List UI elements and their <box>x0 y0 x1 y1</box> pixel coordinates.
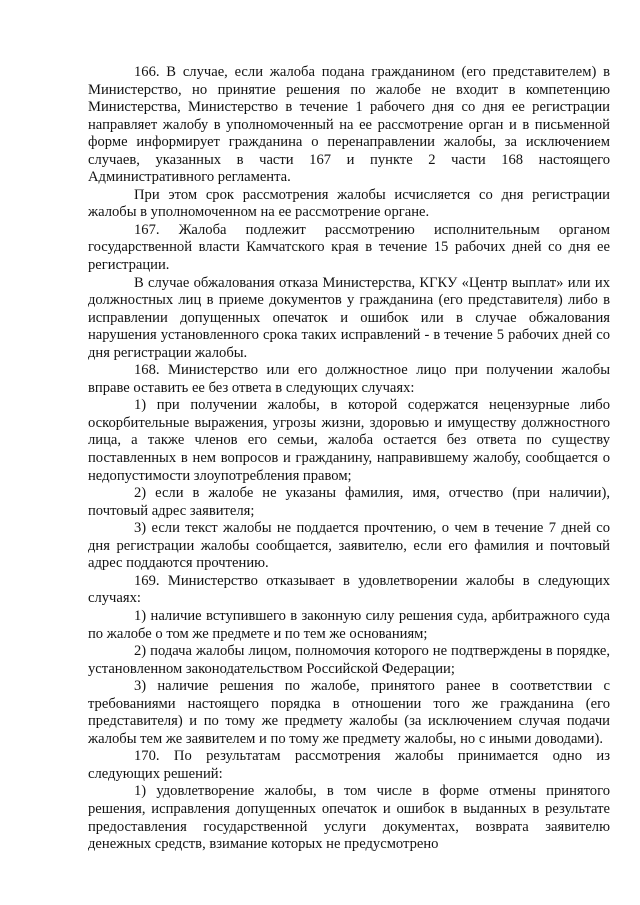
paragraph-168: 168. Министерство или его должностное лицо при получении жалобы вправе оставить ее без ответа в следующих случаях: <box>88 362 610 396</box>
paragraph-166-term: При этом срок рассмотрения жалобы исчисляется со дня регистрации жалобы в уполномоченном на ее рассмотрение органе. <box>88 186 610 221</box>
paragraph-170: 170. По результатам рассмотрения жалобы принимается одно из следующих решений: <box>88 748 610 782</box>
paragraph-168-item-3: 3) если текст жалобы не поддается прочтению, о чем в течение 7 дней со дня регистрации жалобы сообщается, заявителю, если его фамилия и почтовый адрес поддаются прочтению. <box>88 520 610 572</box>
document-page <box>88 64 610 854</box>
paragraph-167-appeal: В случае обжалования отказа Министерства, КГКУ «Центр выплат» или их должностных лиц в приеме документов у гражданина (его представителя) либо в исправлении допущенных опечаток и ошибок или в случае обжалования нарушения установленного срока таких исправлений - в течение 5 рабочих дней со дня регистрации жалобы. <box>88 274 610 361</box>
paragraph-168-item-1: 1) при получении жалобы, в которой содержатся нецензурные либо оскорбительные выражения, угрозы жизни, здоровью и имуществу должностного лица, а также членов его семьи, жалоба остается без ответа по существу поставленных в нем вопросов и гражданину, направившему жалобу, сообщается о недопустимости злоупотребления правом; <box>88 397 610 484</box>
paragraph-170-item-1: 1) удовлетворение жалобы, в том числе в форме отмены принятого решения, исправления допущенных опечаток и ошибок в выданных в результате предоставления государственной услуги документах, возврата заявителю денежных средств, взимание которых не предусмотрено <box>88 783 610 853</box>
paragraph-168-item-2: 2) если в жалобе не указаны фамилия, имя, отчество (при наличии), почтовый адрес заявителя; <box>88 485 610 519</box>
paragraph-169: 169. Министерство отказывает в удовлетворении жалобы в следующих случаях: <box>88 572 610 607</box>
paragraph-167: 167. Жалоба подлежит рассмотрению исполнительным органом государственной власти Камчатского края в течение 15 рабочих дней со дня ее регистрации. <box>88 221 610 274</box>
paragraph-169-item-2: 2) подача жалобы лицом, полномочия которого не подтверждены в порядке, установленном законодательством Российской Федерации; <box>88 643 610 677</box>
paragraph-169-item-1: 1) наличие вступившего в законную силу решения суда, арбитражного суда по жалобе о том же предмете и по тем же основаниям; <box>88 607 610 642</box>
paragraph-166: 166. В случае, если жалоба подана гражданином (его представителем) в Министерство, но принятие решения по жалобе не входит в компетенцию Министерства, Министерство в течение 1 рабочего дня со дня ее регистрации направляет жалобу в уполномоченный на ее рассмотрение орган и в письменной форме информирует гражданина о перенаправлении жалобы, за исключением случаев, указанных в части 167 и пункте 2 части 168 настоящего Административного регламента. <box>88 64 610 186</box>
paragraph-169-item-3: 3) наличие решения по жалобе, принятого ранее в соответствии с требованиями настоящего порядка в отношении того же гражданина (его представителя) и по тому же предмету жалобы (за исключением случая подачи жалобы тем же заявителем и по тому же предмету жалобы, но с иными доводами). <box>88 678 610 747</box>
